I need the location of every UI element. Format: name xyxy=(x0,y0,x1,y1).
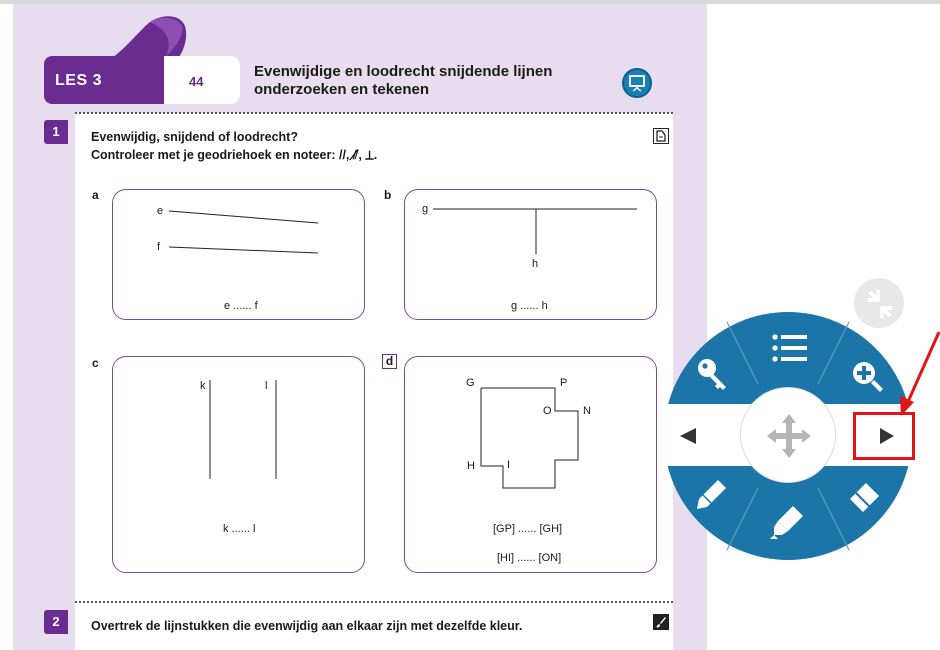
exercise-c-panel xyxy=(112,356,365,573)
zoom-in-icon xyxy=(848,357,888,397)
book-icon[interactable] xyxy=(653,128,669,144)
point-g-label: G xyxy=(466,377,475,389)
question-2-text: Overtrek de lijnstukken die evenwijdig aan elkaar zijn met dezelfde kleur. xyxy=(91,619,523,633)
previous-button[interactable] xyxy=(672,420,704,452)
exercise-d-answer-2[interactable]: [HI] ...... [ON] xyxy=(497,552,562,564)
line-e-label: e xyxy=(157,205,164,217)
exercise-a-label: a xyxy=(92,188,99,202)
triangle-right-icon xyxy=(856,415,912,457)
line-h-label: h xyxy=(532,258,539,270)
exercise-d-answer-1[interactable]: [GP] ...... [GH] xyxy=(493,523,563,535)
key-icon xyxy=(694,355,734,395)
eraser-icon xyxy=(844,478,884,518)
zoom-in-button[interactable] xyxy=(848,357,888,397)
key-button[interactable] xyxy=(694,355,734,395)
page-number: 44 xyxy=(189,74,204,89)
pencil-button[interactable] xyxy=(692,474,732,514)
list-icon xyxy=(770,330,810,366)
point-n-label: N xyxy=(583,405,591,417)
exercise-c-label: c xyxy=(92,356,99,370)
pencil-icon xyxy=(692,474,732,514)
question-1-line-1: Evenwijdig, snijdend of loodrecht? xyxy=(91,130,298,144)
point-o-label: O xyxy=(543,405,552,417)
presentation-icon xyxy=(624,70,650,96)
page-title: Evenwijdige en loodrecht snijdende lijnen onderzoeken en tekenen xyxy=(254,63,553,98)
exercise-a-panel xyxy=(112,189,365,320)
exercise-b-panel xyxy=(404,189,657,320)
exercise-d-panel xyxy=(404,356,657,573)
lesson-tag-label: LES 3 xyxy=(55,72,102,89)
highlighter-button[interactable] xyxy=(768,502,808,542)
exercise-b-label: b xyxy=(384,188,392,202)
collapse-arrows-icon xyxy=(854,278,904,328)
exercise-d-shape xyxy=(405,357,656,572)
line-l-label: l xyxy=(265,380,268,392)
triangle-left-icon xyxy=(672,420,704,452)
exercise-a-answer[interactable]: e ...... f xyxy=(224,300,258,312)
line-k-label: k xyxy=(200,380,206,392)
exercise-c-lines xyxy=(113,357,364,572)
section-divider xyxy=(75,112,673,114)
eraser-button[interactable] xyxy=(844,478,884,518)
line-f-label: f xyxy=(157,241,161,253)
question-1-number: 1 xyxy=(44,120,68,144)
brush-icon[interactable] xyxy=(653,614,669,630)
section-divider-2 xyxy=(75,601,673,603)
collapse-button[interactable] xyxy=(854,278,904,328)
highlighter-icon xyxy=(768,502,808,542)
line-g-label: g xyxy=(422,203,429,215)
question-1-line-2: Controleer met je geodriehoek en noteer: //, ⫽̸, ⊥. xyxy=(91,148,378,162)
exercise-b-answer[interactable]: g ...... h xyxy=(511,300,548,312)
point-p-label: P xyxy=(560,377,568,389)
point-h-label: H xyxy=(467,460,475,472)
point-i-label: I xyxy=(507,459,511,471)
question-2-number: 2 xyxy=(44,610,68,634)
exercise-c-answer[interactable]: k ...... l xyxy=(223,523,256,535)
annotation-arrow xyxy=(895,330,940,420)
exercise-d-label: d xyxy=(382,354,397,369)
menu-list-button[interactable] xyxy=(770,330,810,366)
move-button[interactable] xyxy=(740,387,836,483)
move-icon xyxy=(741,388,837,484)
presentation-button[interactable] xyxy=(622,68,652,98)
